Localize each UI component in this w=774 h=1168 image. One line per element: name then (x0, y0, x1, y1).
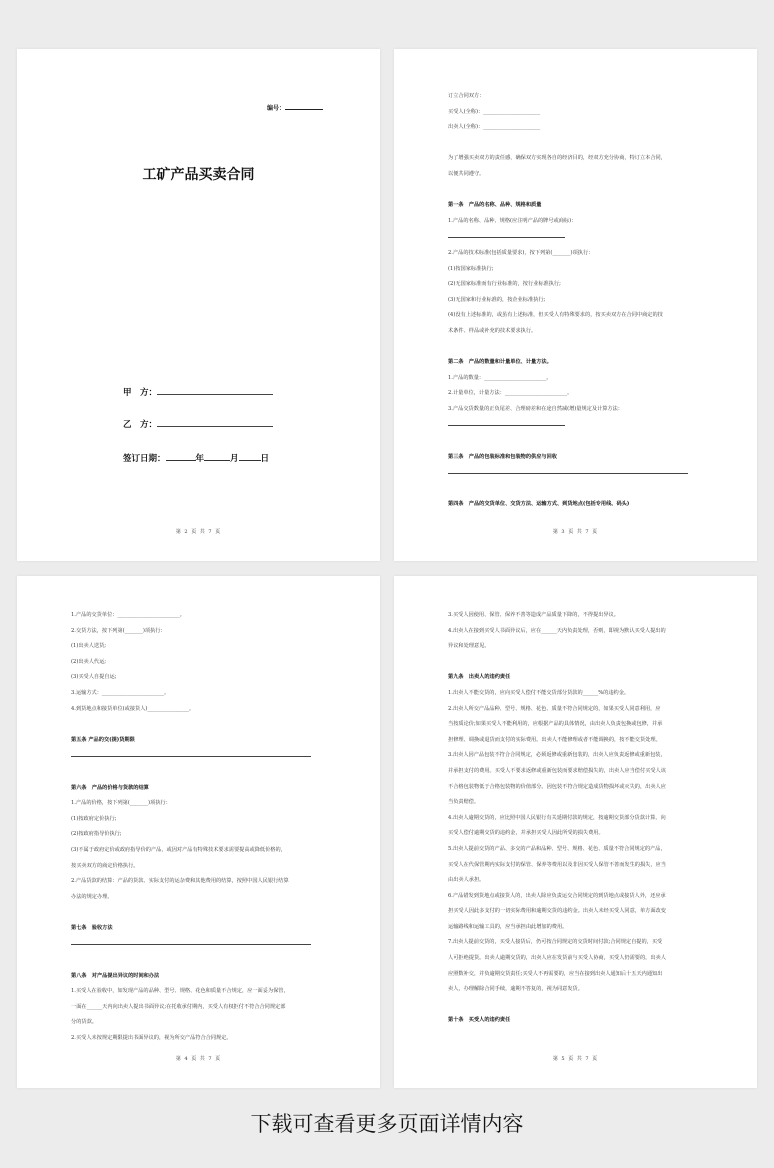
clause-heading: 第五条 产品的交(提)货期限 (71, 736, 135, 743)
party-b-blank (157, 418, 273, 427)
sign-date-line (123, 452, 269, 464)
clause-heading: 第九条 出卖人的违约责任 (448, 674, 511, 681)
text-line: 异议和处理意见。 (448, 643, 490, 650)
text-line: 1.出卖人不能交货的，应向买受人偿付不能交货部分货款的______%的违约金。 (448, 689, 630, 696)
text-line: 2.产品的技术标准(包括质量要求)，按下列第(_______)项执行： (448, 249, 594, 256)
spacer (448, 183, 709, 199)
fill-in-line (448, 417, 565, 426)
fill-in-line (448, 229, 565, 238)
text-line: 不合格包装物低于合格包装物的价值部分。因包装不符合规定造成货物损坏或灭失的，出卖人应 (448, 783, 666, 790)
document-page-3 (394, 49, 757, 561)
page-footer: 第 3 页 共 7 页 (552, 529, 599, 535)
text-line: 并承担支付的费用。买受人不要求返修或重新包装而要求赔偿损失的，出卖人应当偿付买受人该 (448, 767, 666, 774)
text-line: 订立合同双方： (448, 93, 485, 99)
clause-heading: 第八条 对产品提出异议的时间和办法 (71, 972, 160, 979)
text-line: 2.计量单位，计量方法：________________________。 (448, 390, 573, 397)
spacer (448, 136, 709, 152)
text-line: 1.买受人在验收中，如发现产品的品种、型号、规格、花色和质量不合规定，应一面妥为保管， (71, 988, 289, 995)
contract-title: 工矿产品买卖合同 (142, 167, 255, 183)
page-footer: 第 2 页 共 7 页 (175, 529, 222, 535)
text-line: 一面在______天内向出卖人提出书面异议;在托收承付期内，买受人有权拒付不符合合同规定部 (71, 1003, 286, 1010)
text-line: 卖人，办理解除合同手续，逾期不答复的，视为同意发货。 (448, 986, 583, 993)
text-line: 人可拒绝提货。出卖人逾期交货的，出卖人应在发货前与买受人协商，买受人仍需要的，出卖人 (448, 955, 666, 962)
text-line: 2.出卖人所交产品品种、型号、规格、花色、质量不符合同规定的，如果买受人同意利用，应 (448, 705, 661, 712)
text-line: (3)不属于政府定价或政府指导价的产品，或因对产品有特殊技术要求需要提高或降低价格的， (71, 846, 286, 853)
spacer (448, 434, 709, 450)
text-line: 6.产品错发到货地点或接货人的，出卖人除应负责运交合同规定的到货地点或接货人外，还应承 (448, 892, 666, 899)
clause-heading: 第十条 买受人的违约责任 (448, 1017, 511, 1024)
text-line: 买受人在代保管期内实际支付的保管、保养等费用以及非因买受人保管不善而发生的损失，应当 (448, 861, 666, 868)
text-line: (1)按国家标准执行; (448, 265, 494, 272)
text-line: 当负责赔偿。 (448, 799, 480, 806)
text-line: 4.出卖人在接到买受人书面异议后，应在______天内负责处理，否则，即视为默认买受人提出的 (448, 627, 666, 634)
text-line: (2)按政府指导价执行; (71, 831, 122, 838)
spacer (71, 905, 332, 921)
page-footer: 第 4 页 共 7 页 (175, 1056, 222, 1062)
clause-heading: 第一条 产品的名称、品种、规格和质量 (448, 202, 542, 209)
text-line: 1.产品的数量：________________________。 (448, 374, 552, 381)
document-page-4 (17, 576, 380, 1088)
clause-heading: 第六条 产品的价格与货款的结算 (71, 784, 149, 791)
text-line: (3)无国家和行业标准的，按企业标准执行; (448, 296, 546, 303)
text-line: 担买受人因此多支付的一切实际费用和逾期交货的违约金。出卖人未经买受人同意，单方面改变 (448, 908, 666, 915)
text-line: 买受人偿付逾期交货的违约金，并承担买受人因此所受的损失费用。 (448, 830, 604, 837)
contract-number-label: 编号： (267, 105, 286, 112)
fill-in-line (448, 465, 688, 474)
text-line: (4)没有上述标准的，或虽有上述标准，但买受人有特殊要求的，按买卖双方在合同中商定的技 (448, 312, 663, 319)
text-line: 按买卖双方的商定价格执行。 (71, 862, 139, 869)
party-a-line (123, 386, 273, 398)
text-line: 以便共同遵守。 (448, 170, 485, 177)
text-line: 1.产品的价格，按下列第(_______)项执行： (71, 800, 171, 807)
sign-date-label: 签订日期： (123, 454, 166, 464)
party-a-blank (157, 386, 273, 395)
text-line: 2.交货方法，按下列第(_______)项执行： (71, 627, 166, 634)
text-line: 运输路线和运输工具的，应当承担由此增加的费用。 (448, 923, 568, 930)
text-line: 当按质论价;如果买受人不能利用的，应根据产品的具体情况，由出卖人负责包换或包修，并承 (448, 721, 663, 728)
contract-number (267, 103, 323, 112)
spacer (448, 655, 709, 671)
text-line: 应照数补交，并负逾期交货责任;买受人不再需要的，应当在接到出卖人通知后十五天内通知出 (448, 970, 663, 977)
text-line: 办法的规定办理。 (71, 893, 113, 900)
text-line: 3.买受人因使用、保管、保养不善等造成产品质量下降的，不得提出异议。 (448, 612, 619, 618)
text-line: 买受人(全称)：______________________ (448, 108, 541, 115)
clause-heading: 第三条 产品的包装标准和包装物的供应与回收 (448, 453, 557, 460)
text-line: (1)按政府定价执行; (71, 815, 117, 822)
text-line: 1.产品的名称、品种、规格(应注明产品的牌号或商标)： (448, 217, 577, 224)
page-footer: 第 5 页 共 7 页 (552, 1056, 599, 1062)
clause-heading: 第四条 产品的交货单位、交货方法、运输方式、到货地点(包括专用线、码头) (448, 501, 630, 508)
document-page-cover (17, 49, 380, 561)
text-line: (2)无国家标准而有行业标准的，按行业标准执行; (448, 281, 561, 288)
clause-heading: 第七条 验收方法 (71, 924, 113, 931)
text-line: 担修理、调换或退货而支付的实际费用。出卖人不能修理或者不能调换的，按不能交货处理。 (448, 736, 661, 743)
year-blank (166, 452, 196, 461)
day-blank (239, 452, 261, 461)
party-a-label: 甲 方： (123, 388, 158, 398)
spacer (71, 717, 332, 733)
text-line: 由出卖人承担。 (448, 877, 485, 884)
text-line: 1.产品的交货单位：________________________。 (71, 612, 185, 618)
contract-number-blank (285, 103, 323, 110)
text-line: 3.运输方式：________________________。 (71, 689, 170, 696)
text-line: 2.买受人未按规定期限提出书面异议的，视为所交产品符合合同规定。 (71, 1035, 232, 1042)
party-b-label: 乙 方： (123, 420, 158, 430)
text-line: 分的货款。 (71, 1019, 97, 1026)
text-line: 7.出卖人提前交货的，买受人接货后，仍可按合同规定的交货时间付款;合同规定自提的，买受 (448, 939, 663, 946)
text-line: 2.产品货款的结算：产品的货款、实际支付的运杂费和其他费用的结算，按照中国人民银行结算 (71, 878, 289, 885)
fill-in-line (71, 936, 311, 945)
month-label: 月 (230, 454, 239, 464)
month-blank (204, 452, 230, 461)
page-body (448, 608, 709, 1029)
page-body (448, 89, 709, 513)
fill-in-line (71, 748, 311, 757)
text-line: 为了增强买卖双方的责任感，确保双方实现各自的经济目的，经双方充分协商，特订立本合同， (448, 155, 666, 162)
text-line: (2)出卖人代运; (71, 658, 107, 665)
text-line: 出卖人(全称)：______________________ (448, 124, 541, 131)
text-line: 4.到货地点和接货单位(或接货人)________________。 (71, 705, 195, 712)
spacer (448, 998, 709, 1014)
spacer (448, 482, 709, 498)
page-body (71, 608, 332, 1047)
text-line: 4.出卖人逾期交货的，应比照中国人民银行有关延期付款的规定，按逾期交货部分货款计算，向 (448, 814, 666, 821)
text-line: (1)出卖人送货; (71, 643, 107, 650)
spacer (71, 953, 332, 969)
text-line: 3.产品交货数量的正负尾差、合理磅差和在途自然减(增)量规定及计算方法： (448, 405, 623, 412)
text-line: 术条件、样品或补充的技术要求执行。 (448, 327, 537, 334)
party-b-line (123, 418, 273, 430)
download-caption: 下载可查看更多页面详情内容 (250, 1112, 524, 1136)
spacer (448, 340, 709, 356)
watermark (120, 501, 135, 527)
clause-heading: 第二条 产品的数量和计量单位、计量方法。 (448, 359, 552, 366)
year-label: 年 (195, 454, 205, 464)
text-line: 3.出卖人因产品包装不符合合同规定，必须返修或重新包装的，出卖人应负责返修或重新包装， (448, 752, 666, 759)
text-line: 5.出卖人提前交货的产品、多交的产品和品种、型号、规格、花色、质量不符合同规定的产品， (448, 845, 666, 852)
document-page-5 (394, 576, 757, 1088)
text-line: (3)买受人自提自运; (71, 674, 117, 681)
spacer (71, 765, 332, 781)
day-label: 日 (260, 454, 270, 464)
